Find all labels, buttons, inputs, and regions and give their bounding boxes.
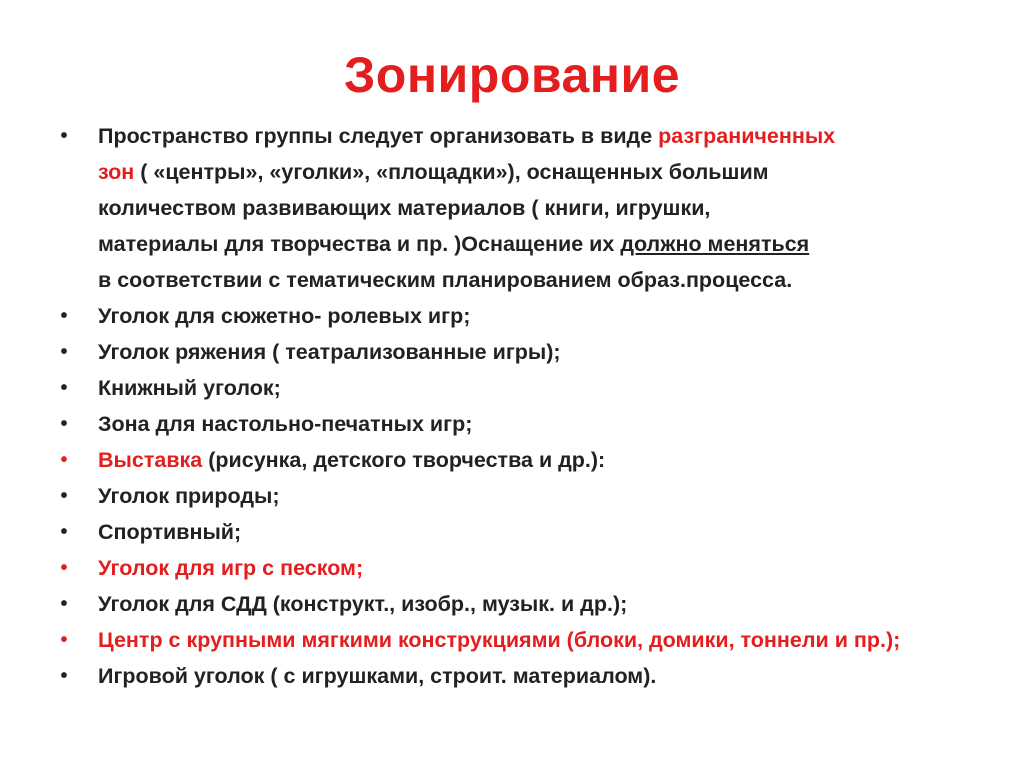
list-item [58, 298, 988, 334]
list-item [58, 622, 988, 658]
list-item [58, 406, 988, 442]
intro-line-4: материалы для творчества и пр. )Оснащение их [98, 232, 621, 256]
intro-line-3: количеством развивающих материалов ( книги, игрушки, [98, 196, 711, 220]
list-item-text: Спортивный; [98, 520, 242, 544]
list-item-text: Игровой уголок ( с игрушками, строит. материалом). [98, 664, 657, 688]
intro-highlight-2: зон [98, 160, 135, 184]
list-item-highlight: Уголок для игр с песком; [98, 556, 364, 580]
intro-line-2: ( «центры», «уголки», «площадки»), оснащенных большим [134, 160, 769, 184]
list-item [58, 658, 988, 694]
intro-line-1: Пространство группы следует организовать в виде [98, 124, 659, 148]
bullet-icon: • [60, 305, 68, 327]
list-item-highlight: Выставка [98, 448, 203, 472]
intro-highlight-1: разграниченных [658, 124, 836, 148]
bullet-icon: • [60, 449, 68, 471]
bullet-icon: • [60, 629, 68, 651]
list-item [58, 586, 988, 622]
list-item-text: Уголок для СДД (конструкт., изобр., музык. и др.); [98, 592, 628, 616]
bullet-icon: • [60, 665, 68, 687]
bullet-list [58, 118, 988, 694]
list-item-text: Зона для настольно-печатных игр; [98, 412, 473, 436]
bullet-icon: • [60, 557, 68, 579]
list-item-intro [58, 118, 988, 298]
bullet-icon: • [60, 593, 68, 615]
list-item-highlight: Центр с крупными мягкими конструкциями (блоки, домики, тоннели и пр.); [98, 628, 901, 652]
bullet-icon: • [60, 485, 68, 507]
list-item [58, 478, 988, 514]
list-item [58, 442, 988, 478]
list-item [58, 550, 988, 586]
list-item-text: Уголок природы; [98, 484, 280, 508]
bullet-icon: • [60, 521, 68, 543]
list-item-text: Книжный уголок; [98, 376, 281, 400]
list-item [58, 334, 988, 370]
intro-underlined: должно меняться [620, 232, 810, 256]
list-item-text: Уголок ряжения ( театрализованные игры); [98, 340, 561, 364]
list-item-text: (рисунка, детского творчества и др.): [202, 448, 606, 472]
slide-title: Зонирование [343, 47, 681, 103]
bullet-icon: • [60, 377, 68, 399]
bullet-icon: • [60, 413, 68, 435]
list-item-text: Уголок для сюжетно- ролевых игр; [98, 304, 471, 328]
list-item [58, 514, 988, 550]
bullet-icon: • [60, 125, 68, 147]
list-item [58, 370, 988, 406]
intro-line-5: в соответствии с тематическим планированием образ.процесса. [98, 268, 793, 292]
bullet-icon: • [60, 341, 68, 363]
